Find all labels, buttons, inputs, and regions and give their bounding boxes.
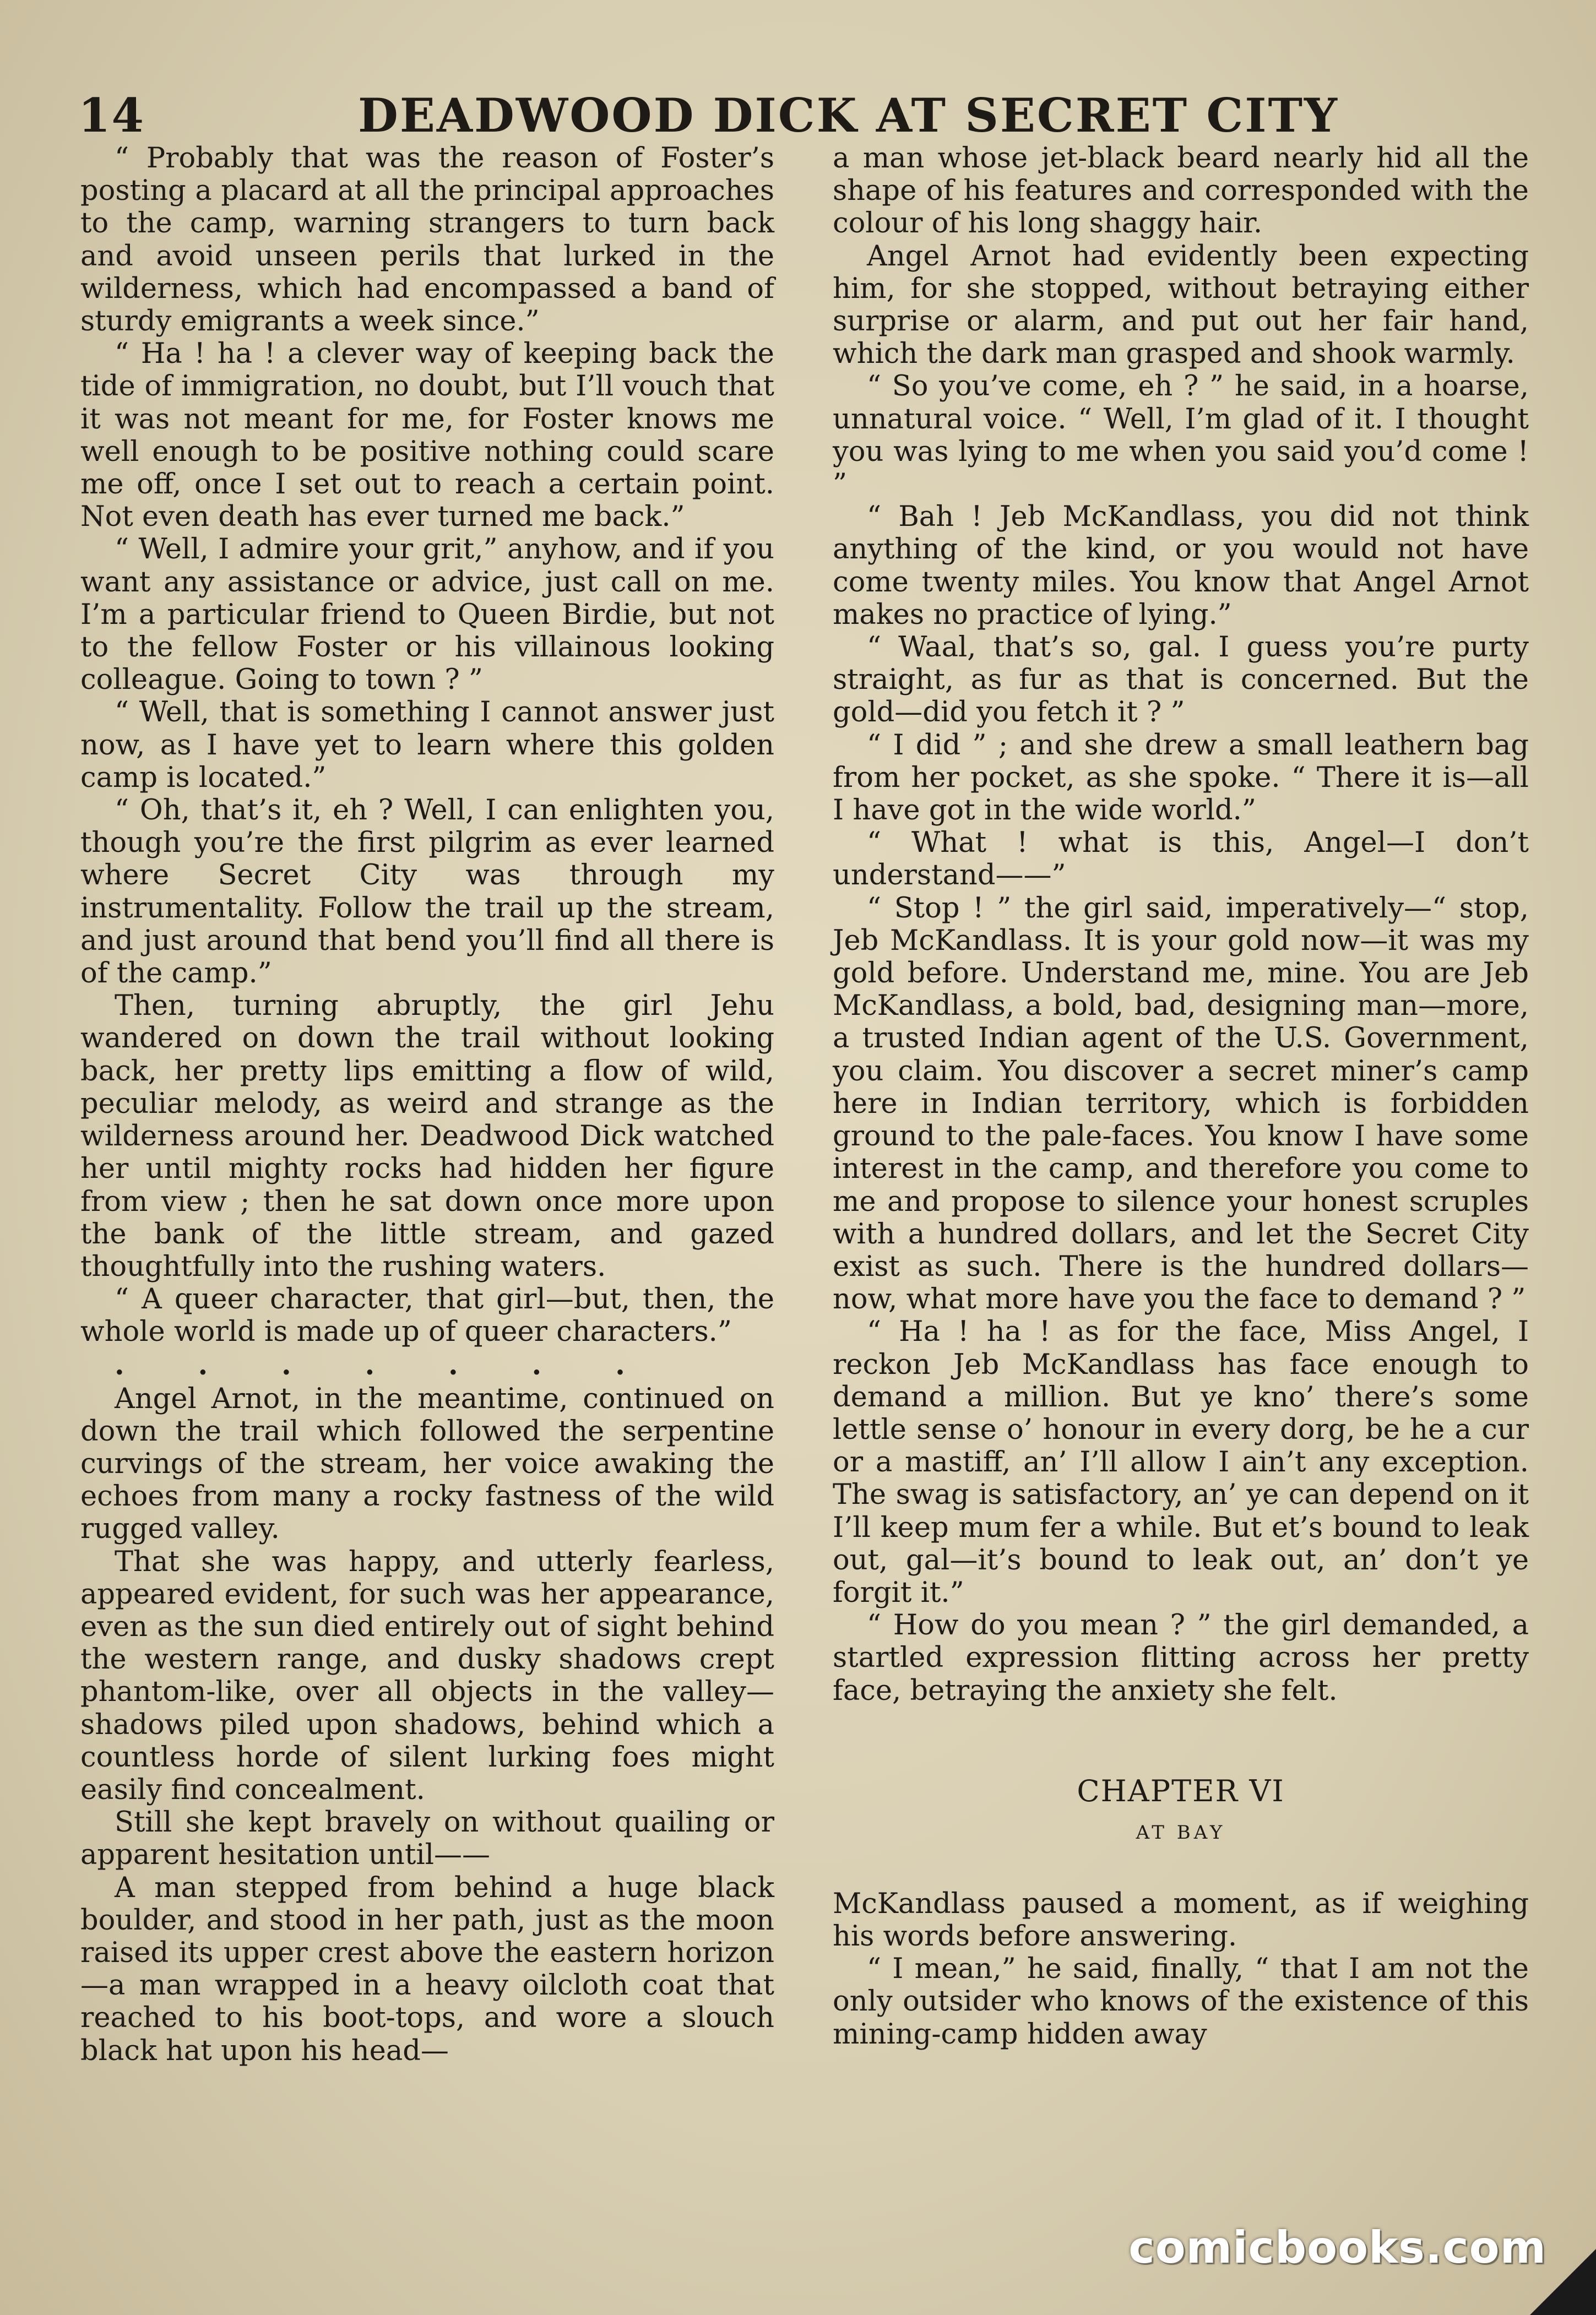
watermark: [1100, 2183, 1596, 2315]
paragraph: “ Well, that is something I cannot answer just now, as I have yet to learn where this golden camp is located.”: [80, 696, 774, 794]
paragraph: “ Probably that was the reason of Foster’s posting a placard at all the principal approaches to the camp, warning strangers to turn back and avoid unseen perils that lurked in the wilderness, which had encompassed a band of sturdy emigrants a week since.”: [80, 142, 774, 338]
running-title: DEADWOOD DICK AT SECRET CITY: [358, 88, 1339, 143]
chapter-subtitle: AT BAY: [1136, 1821, 1226, 1844]
paragraph: “ A queer character, that girl—but, then, the whole world is made up of queer characters.”: [80, 1283, 774, 1349]
paragraph: “ Ha ! ha ! as for the face, Miss Angel, I reckon Jeb McKandlass has face enough to demand a million. But ye kno’ there’s some lettle sense o’ honour in every dorg, be he a cur or a mastiff, an’ I’ll allow I ain’t any exception. The swag is satisfactory, an’ ye can depend on it I’ll keep mum fer a while. But et’s bound to leak out, gal—it’s bound to leak out, an’ don’t ye forgit it.”: [833, 1316, 1529, 1609]
section-separator: . . . . . . .: [115, 1348, 657, 1382]
paragraph: “ Bah ! Jeb McKandlass, you did not think anything of the kind, or you would not have come twenty miles. You know that Angel Arnot makes no practice of lying.”: [833, 501, 1529, 631]
paragraph: “ Stop ! ” the girl said, imperatively—“ stop, Jeb McKandlass. It is your gold now—it was my gold before. Understand me, mine. You are Jeb McKandlass, a bold, bad, designing man—more, a trusted Indian agent of the U.S. Government, you claim. You discover a secret miner’s camp here in Indian territory, which is forbidden ground to the pale-faces. You know I have some interest in the camp, and therefore you come to me and propose to silence your honest scruples with a hundred dollars, and let the Secret City exist as such. There is the hundred dollars—now, what more have you the face to demand ? ”: [833, 892, 1529, 1316]
chapter-title: CHAPTER VI: [1077, 1773, 1285, 1808]
paragraph: Angel Arnot had evidently been expecting him, for she stopped, without betraying either surprise or alarm, and put out her fair hand, which the dark man grasped and shook warmly.: [833, 240, 1529, 371]
paragraph: “ I mean,” he said, finally, “ that I am not the only outsider who knows of the existence of this mining-camp hidden away: [833, 1953, 1529, 2051]
paragraph: “ I did ” ; and she drew a small leathern bag from her pocket, as she spoke. “ There it is—all I have got in the wide world.”: [833, 729, 1529, 827]
paragraph: “ What ! what is this, Angel—I don’t understand——”: [833, 827, 1529, 892]
chapter-opening-paragraph: McKandlass paused a moment, as if weighing his words before answering.: [833, 1887, 1529, 1953]
paragraph: “ Ha ! ha ! a clever way of keeping back the tide of immigration, no doubt, but I’ll vouch that it was not meant for me, for Foster knows me well enough to be positive nothing could scare me off, once I set out to reach a certain point. Not even death has ever turned me back.”: [80, 338, 774, 534]
paragraph: “ Well, I admire your grit,” anyhow, and if you want any assistance or advice, just call on me. I’m a particular friend to Queen Birdie, but not to the fellow Foster or his villainous looking colleague. Going to town ? ”: [80, 533, 774, 697]
right-column: [833, 142, 1529, 2051]
chapter-body: [833, 1888, 1529, 2051]
paragraph: “ Oh, that’s it, eh ? Well, I can enlighten you, though you’re the first pilgrim as ever learned where Secret City was through my instrumentality. Follow the trail up the stream, and just around that bend you’ll find all there is of the camp.”: [80, 794, 774, 990]
paragraph: “ How do you mean ? ” the girl demanded, a startled expression flitting across her pretty face, betraying the anxiety she felt.: [833, 1609, 1529, 1707]
watermark-text: comicbooks.com: [1128, 2222, 1546, 2273]
paragraph: Still she kept bravely on without quailing or apparent hesitation until——: [80, 1806, 774, 1872]
paragraph: Then, turning abruptly, the girl Jehu wandered on down the trail without looking back, her pretty lips emitting a flow of wild, peculiar melody, as weird and strange as the wilderness around her. Deadwood Dick watched her until mighty rocks had hidden her figure from view ; then he sat down once more upon the bank of the little stream, and gazed thoughtfully into the rushing waters.: [80, 990, 774, 1283]
paragraph: “ So you’ve come, eh ? ” he said, in a hoarse, unnatural voice. “ Well, I’m glad of it. I thought you was lying to me when you said you’d come ! ”: [833, 370, 1529, 501]
paragraph: A man stepped from behind a huge black boulder, and stood in her path, just as the moon raised its upper crest above the eastern horizon—a man wrapped in a heavy oilcloth coat that reached to his boot-tops, and wore a slouch black hat upon his head—: [80, 1871, 774, 2067]
page-number: 14: [78, 88, 145, 143]
left-column: [80, 142, 774, 2067]
page-corner: [1530, 2249, 1596, 2315]
paragraph: That she was happy, and utterly fearless, appeared evident, for such was her appearance, even as the sun died entirely out of sight behind the western range, and dusky shadows crept phantom-like, over all objects in the valley—shadows piled upon shadows, behind which a countless horde of silent lurking foes might easily find concealment.: [80, 1545, 774, 1806]
paragraph-continuation: a man whose jet-black beard nearly hid all the shape of his features and corresponded with the colour of his long shaggy hair.: [833, 142, 1529, 240]
paragraph: “ Waal, that’s so, gal. I guess you’re purty straight, as fur as that is concerned. But the gold—did you fetch it ? ”: [833, 631, 1529, 729]
paragraph: Angel Arnot, in the meantime, continued on down the trail which followed the serpentine curvings of the stream, her voice awaking the echoes from many a rocky fastness of the wild rugged valley.: [80, 1382, 774, 1546]
